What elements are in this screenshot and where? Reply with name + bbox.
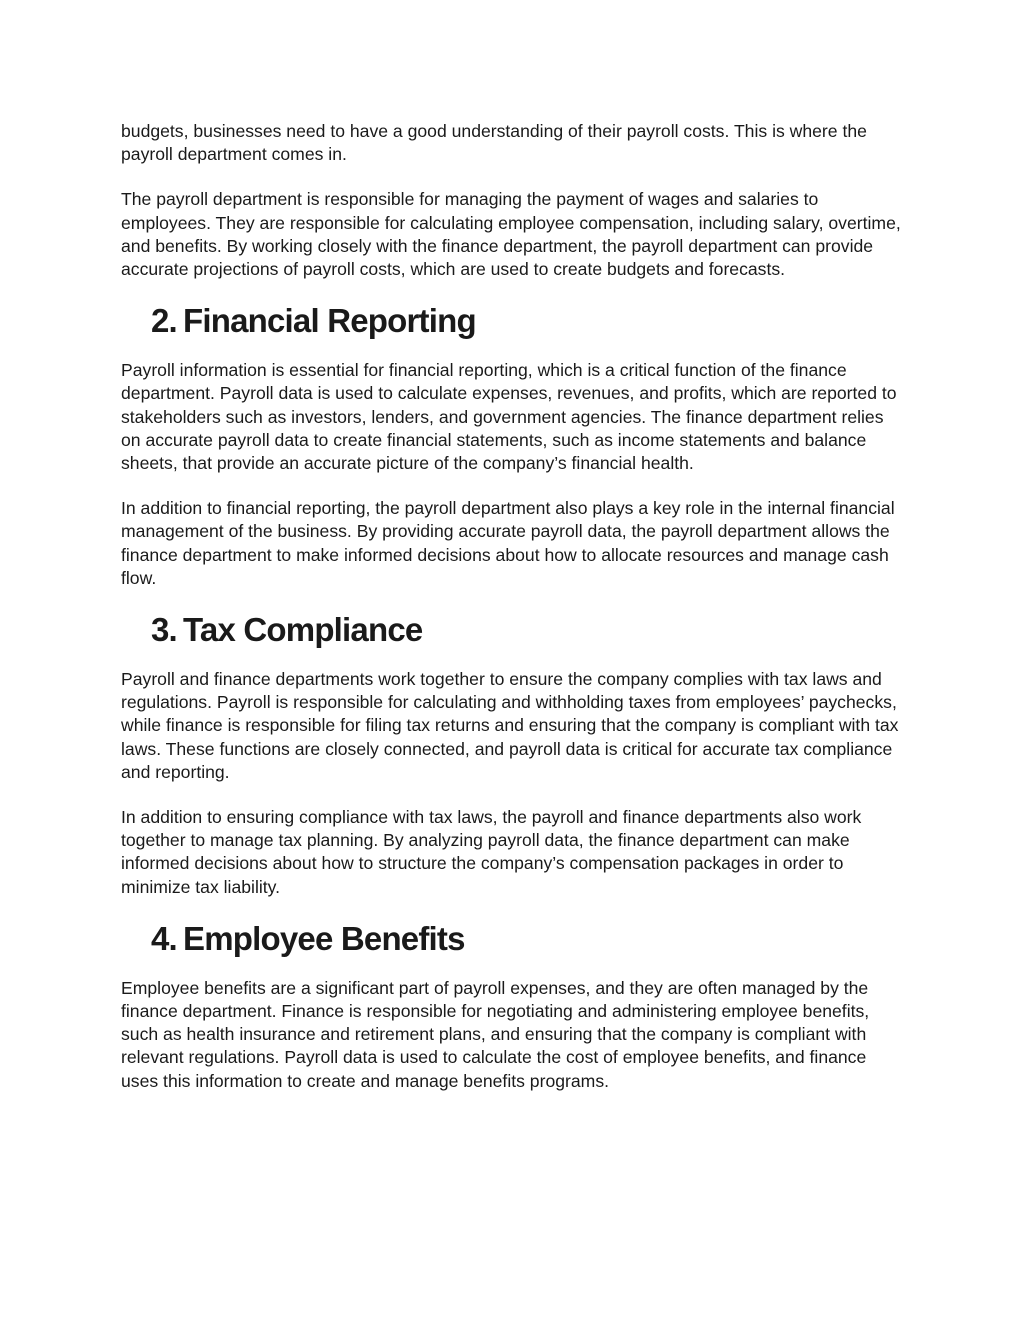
intro-paragraph-1: budgets, businesses need to have a good understanding of their payroll costs. This is where the payroll department comes in.: [121, 121, 867, 165]
employee-benefits-paragraph-1: Employee benefits are a significant part of payroll expenses, and they are often managed by the finance department. Finance is responsible for negotiating and administering employee benefits, such as health insurance and retirement plans, and ensuring that the company is compliant with relevant regulations. Payroll data is used to calculate the cost of employee benefits, and finance uses this information to create and manage benefits programs.: [121, 977, 870, 1091]
section-heading-employee-benefits: [121, 919, 906, 959]
section-heading-financial-reporting: [121, 301, 906, 341]
document-page: [121, 120, 906, 1093]
section-heading-tax-compliance: [121, 610, 906, 650]
section-number: 4.: [151, 919, 177, 957]
financial-reporting-paragraph-2: In addition to financial reporting, the payroll department also plays a key role in the internal financial management of the business. By providing accurate payroll data, the payroll department allows the finance department to make informed decisions about how to allocate resources and manage cash flow.: [121, 498, 895, 588]
section-title: Tax Compliance: [183, 611, 423, 649]
tax-compliance-paragraph-2: In addition to ensuring compliance with tax laws, the payroll and finance departments also work together to manage tax planning. By analyzing payroll data, the finance department can make informed decisions about how to structure the company’s compensation packages in order to minimize tax liability.: [121, 807, 862, 897]
tax-compliance-paragraph-1: Payroll and finance departments work together to ensure the company complies with tax laws and regulations. Payroll is responsible for calculating and withholding taxes from employees’ paychecks, while finance is responsible for filing tax returns and ensuring that the company is compliant with tax laws. These functions are closely connected, and payroll data is critical for accurate tax compliance and reporting.: [121, 669, 899, 782]
section-number: 2.: [151, 302, 177, 340]
section-number: 3.: [151, 611, 177, 649]
section-title: Employee Benefits: [183, 919, 465, 957]
intro-paragraph-2: The payroll department is responsible for managing the payment of wages and salaries to employees. They are responsible for calculating employee compensation, including salary, overtime, and benefits. By working closely with the finance department, the payroll department can provide accurate projections of payroll costs, which are used to create budgets and forecasts.: [121, 189, 901, 280]
financial-reporting-paragraph-1: Payroll information is essential for financial reporting, which is a critical function of the finance department. Payroll data is used to calculate expenses, revenues, and profits, which are reported to stakeholders such as investors, lenders, and government agencies. The finance department relies on accurate payroll data to create financial statements, such as income statements and balance sheets, that provide an accurate picture of the company’s financial health.: [121, 360, 897, 474]
section-title: Financial Reporting: [183, 302, 476, 340]
